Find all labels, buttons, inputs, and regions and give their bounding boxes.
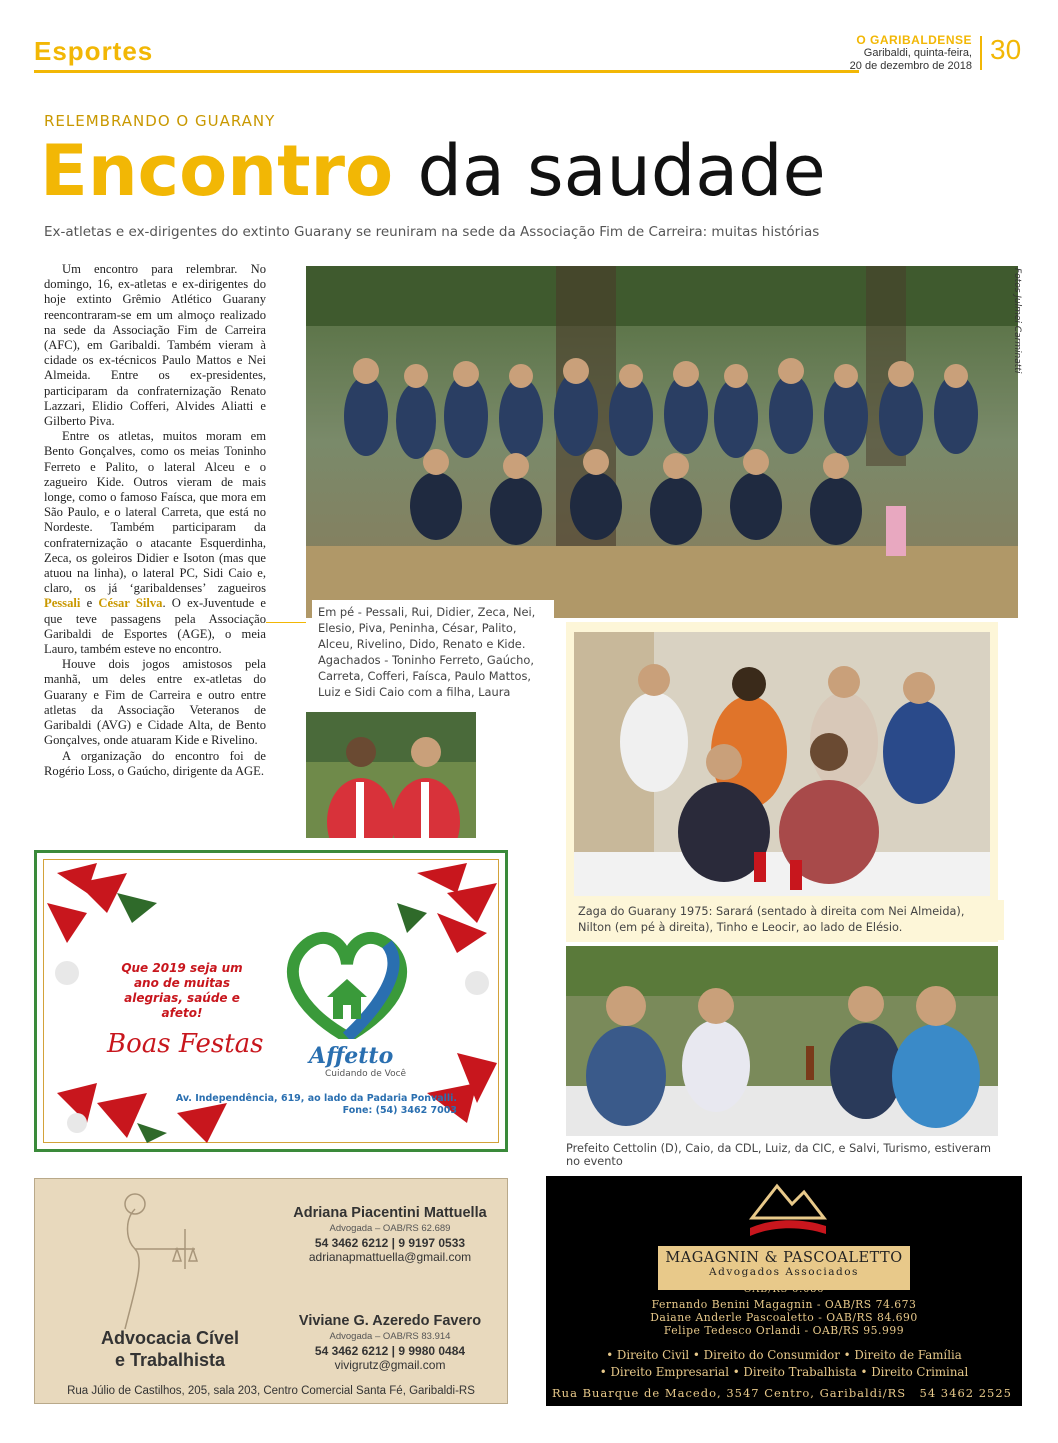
firm-lawyer: Fernando Benini Magagnin - OAB/RS 74.673: [651, 1298, 917, 1311]
caption-prefeito: Prefeito Cettolin (D), Caio, da CDL, Luiz, da CIC, e Salvi, Turismo, estiveram no evento: [566, 1142, 992, 1168]
practice-areas: [546, 1347, 1022, 1381]
dateline-date: 20 de dezembro de 2018: [849, 60, 972, 72]
title-line: e Trabalhista: [114, 1350, 226, 1370]
paragraph: [44, 429, 266, 657]
title-line: Advocacia Cível: [100, 1328, 240, 1348]
firm-footer: [552, 1386, 1012, 1400]
advocacia-address: Rua Júlio de Castilhos, 205, sala 203, Centro Comercial Santa Fé, Garibaldi-RS: [67, 1385, 475, 1397]
lawyer1-phones: 54 3462 6212 | 9 9197 0533: [314, 1236, 466, 1250]
firm-phone: 54 3462 2525: [919, 1386, 1012, 1400]
name-highlight: César Silva: [98, 596, 163, 611]
paragraph: A organização do encontro foi de Rogério Loss, o Gaúcho, dirigente da AGE.: [44, 748, 266, 778]
caption-zaga: Zaga do Guarany 1975: Sarará (sentado à direita com Nei Almeida), Nilton (em pé à direita), Tinho e Leocir, ao lado de Elésio.: [572, 900, 1004, 940]
section-title: Esportes: [34, 36, 154, 66]
two-players-photo: [306, 712, 476, 838]
advocacia-ad: [34, 1178, 508, 1404]
boas-festas: Boas Festas: [107, 1029, 264, 1059]
magagnin-ad: [546, 1176, 1022, 1406]
affetto-logo-icon: [277, 929, 417, 1039]
firm-address: Rua Buarque de Macedo, 3547 Centro, Garibaldi/RS: [552, 1386, 907, 1400]
masthead: [850, 34, 972, 73]
paper-name: O GARIBALDENSE: [856, 33, 972, 47]
callout-line: [266, 622, 306, 623]
lawyer1-oab: Advogada – OAB/RS 62.689: [329, 1223, 451, 1234]
practice-area-line: • Direito Civil • Direito do Consumidor • Direito de Família: [606, 1348, 962, 1362]
dateline: Garibaldi, quinta-feira,: [863, 47, 972, 59]
advocacia-title: [75, 1327, 265, 1371]
headline: [40, 130, 826, 212]
paragraph: Um encontro para relembrar. No domingo, 16, ex-atletas e ex-dirigentes do hoje extinto Grêmio Atlético Guarany reencontraram-se em um almoço realizado na sede da Associação Fim de Carreira (AFC), em Garibaldi. Também vieram à cidade os ex-técnicos Paulo Mattos e Nei Almeida. Entre os ex-presidentes, participaram da confraternização Renato Lazzari, Elidio Cofferi, Alvides Aliatti e Gilberto Piva.: [44, 262, 266, 429]
headline-rest: da saudade: [417, 130, 826, 212]
affetto-tagline: Cuidando de Você: [325, 1069, 407, 1079]
caption-main: Em pé - Pessali, Rui, Didier, Zeca, Nei, Elesio, Piva, Peninha, César, Palito, Alceu, Rivelino, Dido, Renato e Kide. Agachados - Toninho Ferreto, Gaúcho, Carreta, Cofferi, Faísca, Paulo Mattos, Luiz e Sidi Caio com a filha, Laura: [312, 600, 554, 704]
lawyer2-email: vivigrutz@gmail.com: [334, 1358, 446, 1372]
lawyer2-name: Viviane G. Azeredo Favero: [298, 1313, 482, 1329]
subheadline: Ex-atletas e ex-dirigentes do extinto Guarany se reuniram na sede da Associação Fim de Carreira: muitas histórias: [44, 224, 820, 240]
paragraph: Houve dois jogos amistosos pela manhã, um deles entre ex-atletas do Guarany e Fim de Carreira e outro entre atletas da Associação Veteranos de Garibaldi (AVG) e Cidade Alta, de Bento Gonçalves, onde atuaram Kide e Rivelino.: [44, 657, 266, 748]
paragraph-text: Entre os atletas, muitos moram em Bento Gonçalves, como os meias Toninho Ferreto e Palito, o lateral Alceu e o zagueiro Kide. Outros vieram de mais longe, como o famoso Faísca, que mora em São Paulo, e o lateral Carreta, que está no Nordeste. Também participaram da confraternização o atacante Esquerdinha, Zeca, os goleiros Didier e Isoton (mas que atuou na linha), o lateral PC, Sidi Caio e, claro, os já ‘garibaldenses’ zagueiros: [44, 429, 266, 596]
lady-justice-icon: [75, 1189, 235, 1339]
affetto-brand: Affetto: [309, 1043, 394, 1069]
lawyer1-email: adrianapmattuella@gmail.com: [308, 1250, 472, 1264]
firm-subtitle: Advogados Associados: [709, 1266, 859, 1278]
article-body: [44, 262, 266, 779]
affetto-address-block: [176, 1093, 457, 1117]
practice-area-line: • Direito Empresarial • Direito Trabalhista • Direito Criminal: [599, 1365, 969, 1379]
firm-lawyer: Daiane Anderle Pascoaletto - OAB/RS 84.690: [650, 1311, 918, 1324]
lawyer1-name: Adriana Piacentini Mattuella: [293, 1205, 487, 1221]
firm-name: MAGAGNIN & PASCOALETTO: [665, 1250, 903, 1266]
mountain-logo-icon: [742, 1178, 832, 1242]
prefeito-photo: [566, 946, 998, 1136]
group-photo: [306, 266, 1018, 618]
conjunction: e: [86, 596, 93, 611]
firm-lawyers: [546, 1298, 1022, 1337]
firm-lawyer: Felipe Tedesco Orlandi - OAB/RS 95.999: [663, 1324, 905, 1337]
affetto-address: Av. Independência, 619, ao lado da Padaria Ponvalli.: [175, 1093, 457, 1104]
name-highlight: Pessali: [44, 596, 81, 611]
page-number: 30: [990, 34, 1022, 65]
kicker: RELEMBRANDO O GUARANY: [44, 112, 276, 130]
section-rule: [34, 70, 859, 73]
paragraph-text: . O ex-Juventude e que teve passagens pela Associação Garibaldi de Esportes (AGE), o meia Lauro, também esteve no encontro.: [44, 596, 266, 657]
headline-highlight: Encontro: [40, 130, 394, 212]
page-divider: [980, 36, 982, 70]
affetto-phone: Fone: (54) 3462 7003: [342, 1105, 457, 1116]
holiday-message: Que 2019 seja um ano de muitas alegrias, saúde e afeto!: [121, 961, 243, 1020]
lawyer2-phones: 54 3462 6212 | 9 9980 0484: [314, 1344, 466, 1358]
affetto-ad: [34, 850, 508, 1152]
photo-credit: Fotos Julmei Carminatti: [1012, 268, 1022, 374]
lawyer2-oab: Advogada – OAB/RS 83.914: [329, 1331, 451, 1342]
zaga-photo: [574, 632, 990, 896]
firm-oab: OAB/RS 6.086: [743, 1284, 825, 1295]
